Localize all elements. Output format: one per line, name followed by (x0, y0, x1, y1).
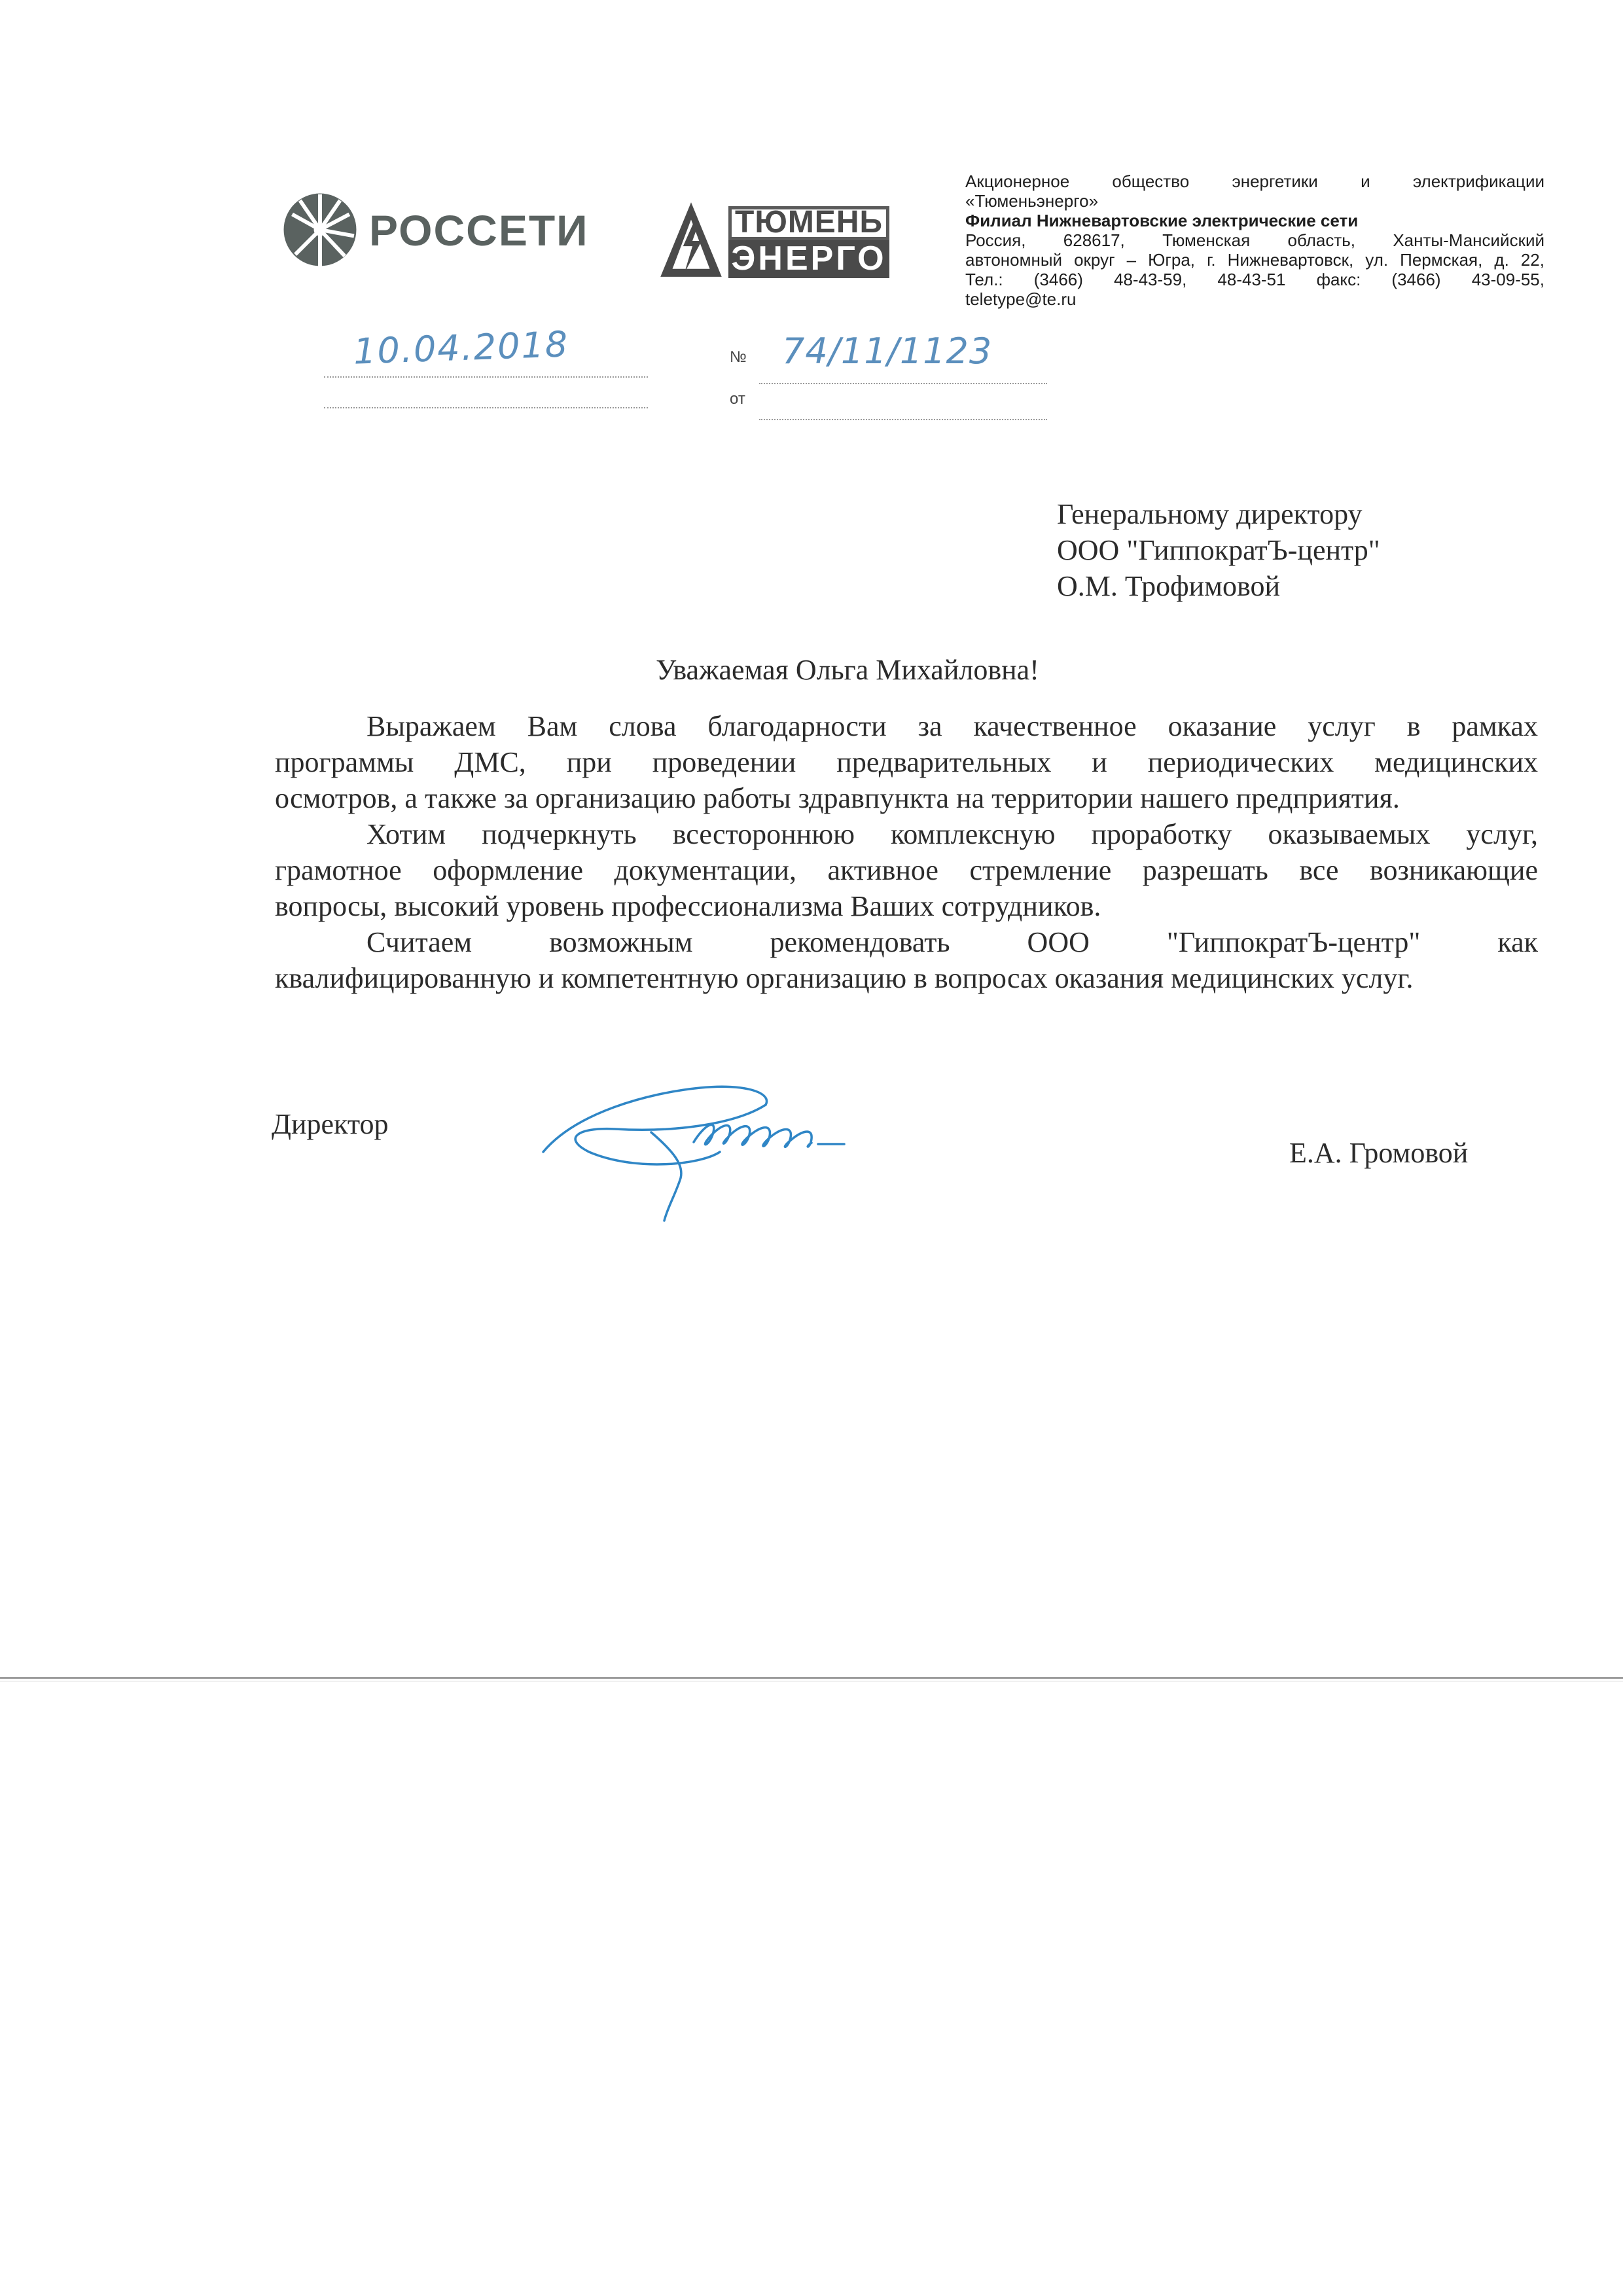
number-label: № (730, 348, 747, 366)
addressee-organization: ООО "ГиппократЪ-центр" (1057, 534, 1380, 566)
body-line: Хотим подчеркнуть всестороннюю комплексную проработку оказываемых услуг, (366, 818, 1538, 850)
from-label: от (730, 390, 745, 408)
salutation: Уважаемая Ольга Михайловна! (656, 654, 1039, 686)
tyumen-logo-text: ТЮМЕНЬ (728, 206, 889, 240)
teletype-email: teletype@te.ru (965, 289, 1077, 309)
address-line-2: автономный округ – Югра, г. Нижневартовск, ул. Пермская, д. 22, (965, 250, 1544, 270)
body-line: программы ДМС, при проведении предварительных и периодических медицинских (275, 746, 1538, 778)
registration-date: 10.04.2018 (353, 323, 570, 372)
letter-body (275, 708, 1538, 996)
company-name-line: Акционерное общество энергетики и электрификации (965, 171, 1544, 191)
body-line: вопросы, высокий уровень профессионализма Ваших сотрудников. (275, 890, 1101, 922)
handwritten-signature (537, 1054, 1008, 1230)
rosseti-logo (281, 191, 589, 276)
company-address-block (965, 171, 1544, 309)
company-name-quoted: «Тюменьэнерго» (965, 191, 1099, 211)
addressee-block (1057, 496, 1380, 604)
body-line: Считаем возможным рекомендовать ООО "ГиппократЪ-центр" как (366, 926, 1538, 958)
phone-fax-line: Тел.: (3466) 48-43-59, 48-43-51 факс: (3466) 43-09-55, (965, 270, 1544, 289)
tyumenenergo-emblem-icon (658, 200, 724, 279)
scan-page-edge (0, 1677, 1623, 1679)
addressee-name: О.М. Трофимовой (1057, 570, 1281, 602)
body-line: осмотров, а также за организацию работы здравпункта на территории нашего предприятия. (275, 782, 1400, 814)
body-line: Выражаем Вам слова благодарности за качественное оказание услуг в рамках (366, 710, 1538, 742)
registration-number: 74/11/1123 (782, 331, 993, 372)
address-line-1: Россия, 628617, Тюменская область, Ханты-Мансийский (965, 230, 1544, 250)
from-line (759, 419, 1047, 420)
date-line-2 (324, 407, 648, 408)
number-line (759, 383, 1047, 384)
signer-name: Е.А. Громовой (1289, 1137, 1469, 1169)
addressee-position: Генеральному директору (1057, 498, 1363, 530)
body-line: квалифицированную и компетентную организацию в вопросах оказания медицинских услуг. (275, 962, 1414, 994)
date-line-1 (324, 376, 648, 378)
energo-logo-text: ЭНЕРГО (728, 240, 889, 278)
body-line: грамотное оформление документации, активное стремление разрешать все возникающие (275, 854, 1538, 886)
rosseti-emblem-icon (281, 191, 359, 268)
tyumenenergo-logo (658, 200, 893, 285)
rosseti-logo-text: РОССЕТИ (369, 206, 589, 255)
signer-title: Директор (272, 1108, 389, 1140)
branch-name: Филиал Нижневартовские электрические сети (965, 211, 1359, 230)
